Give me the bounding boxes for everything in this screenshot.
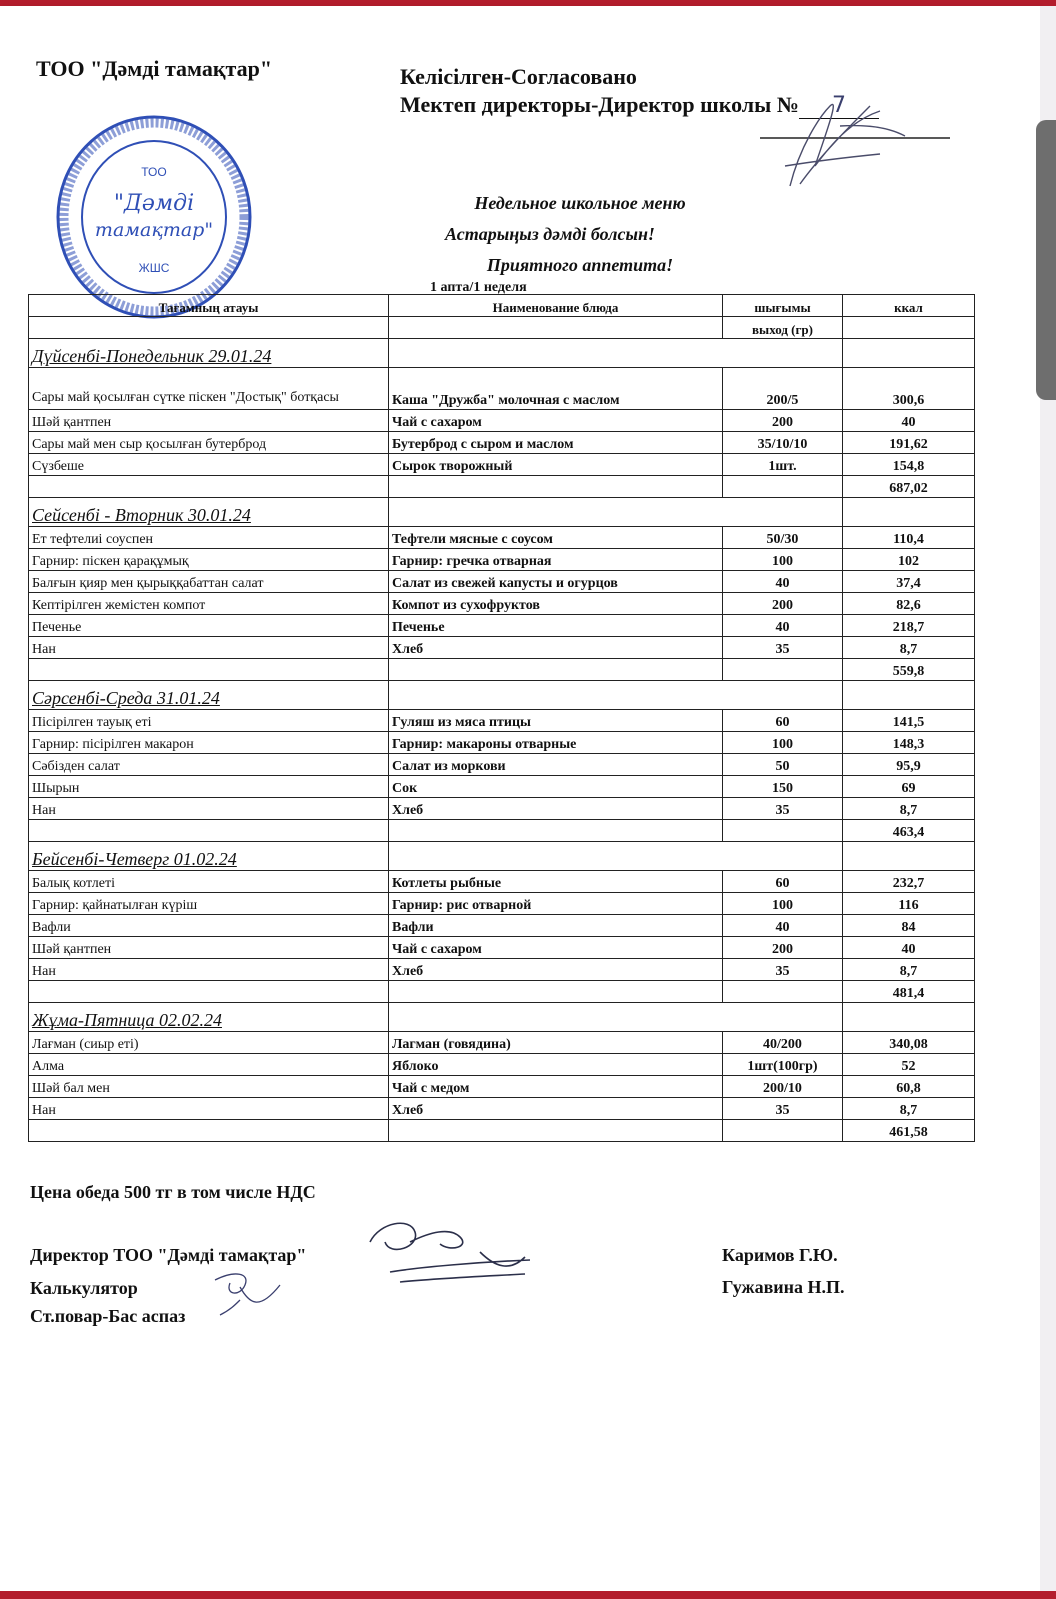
day-header-blank bbox=[843, 1003, 975, 1032]
dish-output: 200 bbox=[723, 410, 843, 432]
dish-kcal: 8,7 bbox=[843, 798, 975, 820]
dish-name-ru: Чай с медом bbox=[389, 1076, 723, 1098]
dish-kcal: 84 bbox=[843, 915, 975, 937]
day-total-row bbox=[29, 659, 975, 681]
col-header-kcal: ккал bbox=[843, 295, 975, 317]
dish-name-kz: Вафли bbox=[29, 915, 389, 937]
dish-output: 40 bbox=[723, 571, 843, 593]
dish-output: 100 bbox=[723, 893, 843, 915]
menu-title-block bbox=[380, 188, 780, 281]
day-total-row bbox=[29, 820, 975, 842]
day-header-blank bbox=[389, 842, 843, 871]
day-total-kcal: 481,4 bbox=[843, 981, 975, 1003]
dish-name-kz: Балғын қияр мен қырыққабаттан салат bbox=[29, 571, 389, 593]
dish-kcal: 40 bbox=[843, 410, 975, 432]
day-name: Сәрсенбі-Среда 31.01.24 bbox=[29, 681, 389, 710]
dish-name-kz: Ет тефтелиі соуспен bbox=[29, 527, 389, 549]
dish-output: 200 bbox=[723, 937, 843, 959]
agreed-label: Келісілген-Согласовано bbox=[400, 64, 637, 89]
dish-kcal: 232,7 bbox=[843, 871, 975, 893]
lunch-price: Цена обеда 500 тг в том числе НДС bbox=[30, 1182, 316, 1202]
dish-kcal: 8,7 bbox=[843, 959, 975, 981]
dish-name-ru: Чай с сахаром bbox=[389, 410, 723, 432]
dish-name-kz: Сары май қосылған сүтке піскен "Достық" ботқасы bbox=[29, 368, 389, 410]
dish-name-kz: Нан bbox=[29, 798, 389, 820]
dish-kcal: 218,7 bbox=[843, 615, 975, 637]
menu-item-row bbox=[29, 893, 975, 915]
dish-output: 50/30 bbox=[723, 527, 843, 549]
total-blank bbox=[389, 476, 723, 498]
total-blank bbox=[389, 981, 723, 1003]
day-total-kcal: 687,02 bbox=[843, 476, 975, 498]
dish-name-kz: Нан bbox=[29, 1098, 389, 1120]
day-header-row bbox=[29, 498, 975, 527]
dish-name-ru: Бутерброд с сыром и маслом bbox=[389, 432, 723, 454]
dish-kcal: 300,6 bbox=[843, 368, 975, 410]
menu-item-row bbox=[29, 915, 975, 937]
dish-output: 200/10 bbox=[723, 1076, 843, 1098]
dish-kcal: 82,6 bbox=[843, 593, 975, 615]
menu-item-row bbox=[29, 549, 975, 571]
day-header-row bbox=[29, 842, 975, 871]
dish-name-kz: Шәй қантпен bbox=[29, 410, 389, 432]
dish-name-ru: Тефтели мясные с соусом bbox=[389, 527, 723, 549]
dish-name-ru: Чай с сахаром bbox=[389, 937, 723, 959]
red-bottom-edge bbox=[0, 1591, 1056, 1599]
day-total-kcal: 463,4 bbox=[843, 820, 975, 842]
dish-output: 100 bbox=[723, 732, 843, 754]
dish-output: 150 bbox=[723, 776, 843, 798]
menu-table bbox=[28, 294, 975, 1142]
dish-name-ru: Яблоко bbox=[389, 1054, 723, 1076]
day-header-blank bbox=[843, 339, 975, 368]
day-header-blank bbox=[389, 1003, 843, 1032]
total-blank bbox=[723, 1120, 843, 1142]
dish-kcal: 8,7 bbox=[843, 637, 975, 659]
menu-item-row bbox=[29, 776, 975, 798]
total-blank bbox=[29, 659, 389, 681]
dish-output: 40 bbox=[723, 615, 843, 637]
dish-name-ru: Вафли bbox=[389, 915, 723, 937]
dish-name-ru: Каша "Дружба" молочная с маслом bbox=[389, 368, 723, 410]
calculator-name: Гужавина Н.П. bbox=[722, 1277, 845, 1297]
total-blank bbox=[723, 476, 843, 498]
menu-item-row bbox=[29, 1032, 975, 1054]
chef-label: Ст.повар-Бас аспаз bbox=[30, 1306, 186, 1326]
dish-output: 100 bbox=[723, 549, 843, 571]
dish-output: 60 bbox=[723, 710, 843, 732]
stamp-top-text: ТОО bbox=[141, 165, 167, 179]
menu-title: Недельное школьное меню bbox=[474, 193, 686, 213]
dish-name-kz: Сүзбеше bbox=[29, 454, 389, 476]
day-header-blank bbox=[843, 681, 975, 710]
day-header-blank bbox=[389, 681, 843, 710]
menu-item-row bbox=[29, 432, 975, 454]
director-signature bbox=[730, 66, 960, 206]
dish-name-ru: Компот из сухофруктов bbox=[389, 593, 723, 615]
total-blank bbox=[723, 820, 843, 842]
day-total-row bbox=[29, 476, 975, 498]
dish-name-kz: Алма bbox=[29, 1054, 389, 1076]
dish-kcal: 40 bbox=[843, 937, 975, 959]
dish-kcal: 141,5 bbox=[843, 710, 975, 732]
menu-item-row bbox=[29, 637, 975, 659]
dish-name-kz: Шәй бал мен bbox=[29, 1076, 389, 1098]
menu-item-row bbox=[29, 871, 975, 893]
day-header-row bbox=[29, 681, 975, 710]
menu-item-row bbox=[29, 593, 975, 615]
day-total-row bbox=[29, 1120, 975, 1142]
dish-name-ru: Салат из свежей капусты и огурцов bbox=[389, 571, 723, 593]
total-blank bbox=[723, 659, 843, 681]
menu-item-row bbox=[29, 1076, 975, 1098]
menu-item-row bbox=[29, 527, 975, 549]
menu-item-row bbox=[29, 1098, 975, 1120]
stamp-bottom-text: ЖШС bbox=[138, 261, 170, 275]
dish-kcal: 110,4 bbox=[843, 527, 975, 549]
dish-name-ru: Гарнир: рис отварной bbox=[389, 893, 723, 915]
day-name: Жұма-Пятница 02.02.24 bbox=[29, 1003, 389, 1032]
dish-name-kz: Гарнир: пісірілген макарон bbox=[29, 732, 389, 754]
dish-name-ru: Салат из моркови bbox=[389, 754, 723, 776]
dish-output: 35 bbox=[723, 798, 843, 820]
calculator-signature bbox=[210, 1265, 290, 1325]
dish-kcal: 102 bbox=[843, 549, 975, 571]
menu-item-row bbox=[29, 732, 975, 754]
dish-kcal: 148,3 bbox=[843, 732, 975, 754]
dish-output: 50 bbox=[723, 754, 843, 776]
dish-name-kz: Шәй қантпен bbox=[29, 937, 389, 959]
dish-name-kz: Пісірілген тауық еті bbox=[29, 710, 389, 732]
dish-name-kz: Балық котлеті bbox=[29, 871, 389, 893]
dish-output: 35 bbox=[723, 637, 843, 659]
dish-kcal: 95,9 bbox=[843, 754, 975, 776]
dish-kcal: 69 bbox=[843, 776, 975, 798]
dish-name-kz: Шырын bbox=[29, 776, 389, 798]
day-name: Дүйсенбі-Понедельник 29.01.24 bbox=[29, 339, 389, 368]
total-blank bbox=[723, 981, 843, 1003]
dish-output: 40 bbox=[723, 915, 843, 937]
company-name: ТОО "Дәмді тамақтар" bbox=[36, 56, 273, 81]
dish-output: 35 bbox=[723, 959, 843, 981]
header-blank bbox=[843, 317, 975, 339]
dish-kcal: 8,7 bbox=[843, 1098, 975, 1120]
dish-name-ru: Хлеб bbox=[389, 798, 723, 820]
total-blank bbox=[29, 981, 389, 1003]
header-blank bbox=[29, 317, 389, 339]
company-stamp bbox=[54, 112, 254, 322]
stamp-name-line2: тамақтар" bbox=[94, 219, 214, 241]
dish-name-kz: Гарнир: піскен қарақұмық bbox=[29, 549, 389, 571]
day-name: Сейсенбі - Вторник 30.01.24 bbox=[29, 498, 389, 527]
dish-name-ru: Сырок творожный bbox=[389, 454, 723, 476]
footer-director-signature bbox=[360, 1212, 540, 1302]
menu-item-row bbox=[29, 454, 975, 476]
dish-kcal: 340,08 bbox=[843, 1032, 975, 1054]
total-blank bbox=[389, 659, 723, 681]
menu-item-row bbox=[29, 959, 975, 981]
total-blank bbox=[29, 820, 389, 842]
device-edge-shadow bbox=[1036, 120, 1056, 400]
dish-name-kz: Сары май мен сыр қосылған бутерброд bbox=[29, 432, 389, 454]
day-header-row bbox=[29, 1003, 975, 1032]
dish-output: 200 bbox=[723, 593, 843, 615]
dish-name-ru: Сок bbox=[389, 776, 723, 798]
director-line-text: Мектеп директоры-Директор школы № bbox=[400, 92, 799, 117]
col-header-output: шығымы bbox=[723, 295, 843, 317]
dish-name-kz: Лағман (сиыр еті) bbox=[29, 1032, 389, 1054]
dish-output: 35 bbox=[723, 1098, 843, 1120]
day-header-blank bbox=[843, 498, 975, 527]
school-number: 7 bbox=[799, 93, 879, 119]
dish-name-ru: Хлеб bbox=[389, 637, 723, 659]
dish-name-kz: Нан bbox=[29, 637, 389, 659]
menu-item-row bbox=[29, 710, 975, 732]
dish-name-kz: Нан bbox=[29, 959, 389, 981]
dish-output: 60 bbox=[723, 871, 843, 893]
dish-name-ru: Гарнир: гречка отварная bbox=[389, 549, 723, 571]
dish-output: 35/10/10 bbox=[723, 432, 843, 454]
dish-name-ru: Хлеб bbox=[389, 959, 723, 981]
menu-item-row bbox=[29, 798, 975, 820]
total-blank bbox=[29, 476, 389, 498]
week-label: 1 апта/1 неделя bbox=[430, 280, 527, 295]
header-blank bbox=[389, 317, 723, 339]
dish-name-kz: Гарнир: қайнатылған күріш bbox=[29, 893, 389, 915]
day-name: Бейсенбі-Четверг 01.02.24 bbox=[29, 842, 389, 871]
day-total-row bbox=[29, 981, 975, 1003]
menu-item-row bbox=[29, 410, 975, 432]
director-name: Каримов Г.Ю. bbox=[722, 1245, 838, 1265]
day-header-blank bbox=[843, 842, 975, 871]
wish-kz: Астарыңыз дәмді болсын! bbox=[445, 224, 655, 244]
col-header-output-unit: выход (гр) bbox=[723, 317, 843, 339]
day-header-row bbox=[29, 339, 975, 368]
dish-output: 1шт. bbox=[723, 454, 843, 476]
dish-name-ru: Гуляш из мяса птицы bbox=[389, 710, 723, 732]
dish-name-kz: Сәбізден салат bbox=[29, 754, 389, 776]
menu-item-row bbox=[29, 571, 975, 593]
total-blank bbox=[389, 1120, 723, 1142]
col-header-kz: Тағамның атауы bbox=[29, 295, 389, 317]
menu-item-row bbox=[29, 368, 975, 410]
menu-item-row bbox=[29, 615, 975, 637]
dish-kcal: 191,62 bbox=[843, 432, 975, 454]
total-blank bbox=[389, 820, 723, 842]
day-header-blank bbox=[389, 498, 843, 527]
director-label: Директор ТОО "Дәмді тамақтар" bbox=[30, 1245, 307, 1265]
col-header-ru: Наименование блюда bbox=[389, 295, 723, 317]
menu-item-row bbox=[29, 937, 975, 959]
calculator-label: Калькулятор bbox=[30, 1278, 138, 1298]
dish-output: 200/5 bbox=[723, 368, 843, 410]
day-total-kcal: 559,8 bbox=[843, 659, 975, 681]
dish-name-ru: Лагман (говядина) bbox=[389, 1032, 723, 1054]
dish-name-ru: Гарнир: макароны отварные bbox=[389, 732, 723, 754]
dish-name-kz: Печенье bbox=[29, 615, 389, 637]
dish-name-ru: Печенье bbox=[389, 615, 723, 637]
day-total-kcal: 461,58 bbox=[843, 1120, 975, 1142]
dish-output: 40/200 bbox=[723, 1032, 843, 1054]
menu-item-row bbox=[29, 754, 975, 776]
dish-name-kz: Кептірілген жемістен компот bbox=[29, 593, 389, 615]
day-header-blank bbox=[389, 339, 843, 368]
dish-kcal: 60,8 bbox=[843, 1076, 975, 1098]
stamp-name-line1: "Дәмді bbox=[113, 191, 195, 216]
dish-kcal: 37,4 bbox=[843, 571, 975, 593]
dish-name-ru: Хлеб bbox=[389, 1098, 723, 1120]
dish-name-ru: Котлеты рыбные bbox=[389, 871, 723, 893]
menu-item-row bbox=[29, 1054, 975, 1076]
dish-kcal: 154,8 bbox=[843, 454, 975, 476]
total-blank bbox=[29, 1120, 389, 1142]
dish-kcal: 116 bbox=[843, 893, 975, 915]
dish-kcal: 52 bbox=[843, 1054, 975, 1076]
wish-ru: Приятного аппетита! bbox=[486, 255, 674, 275]
dish-output: 1шт(100гр) bbox=[723, 1054, 843, 1076]
